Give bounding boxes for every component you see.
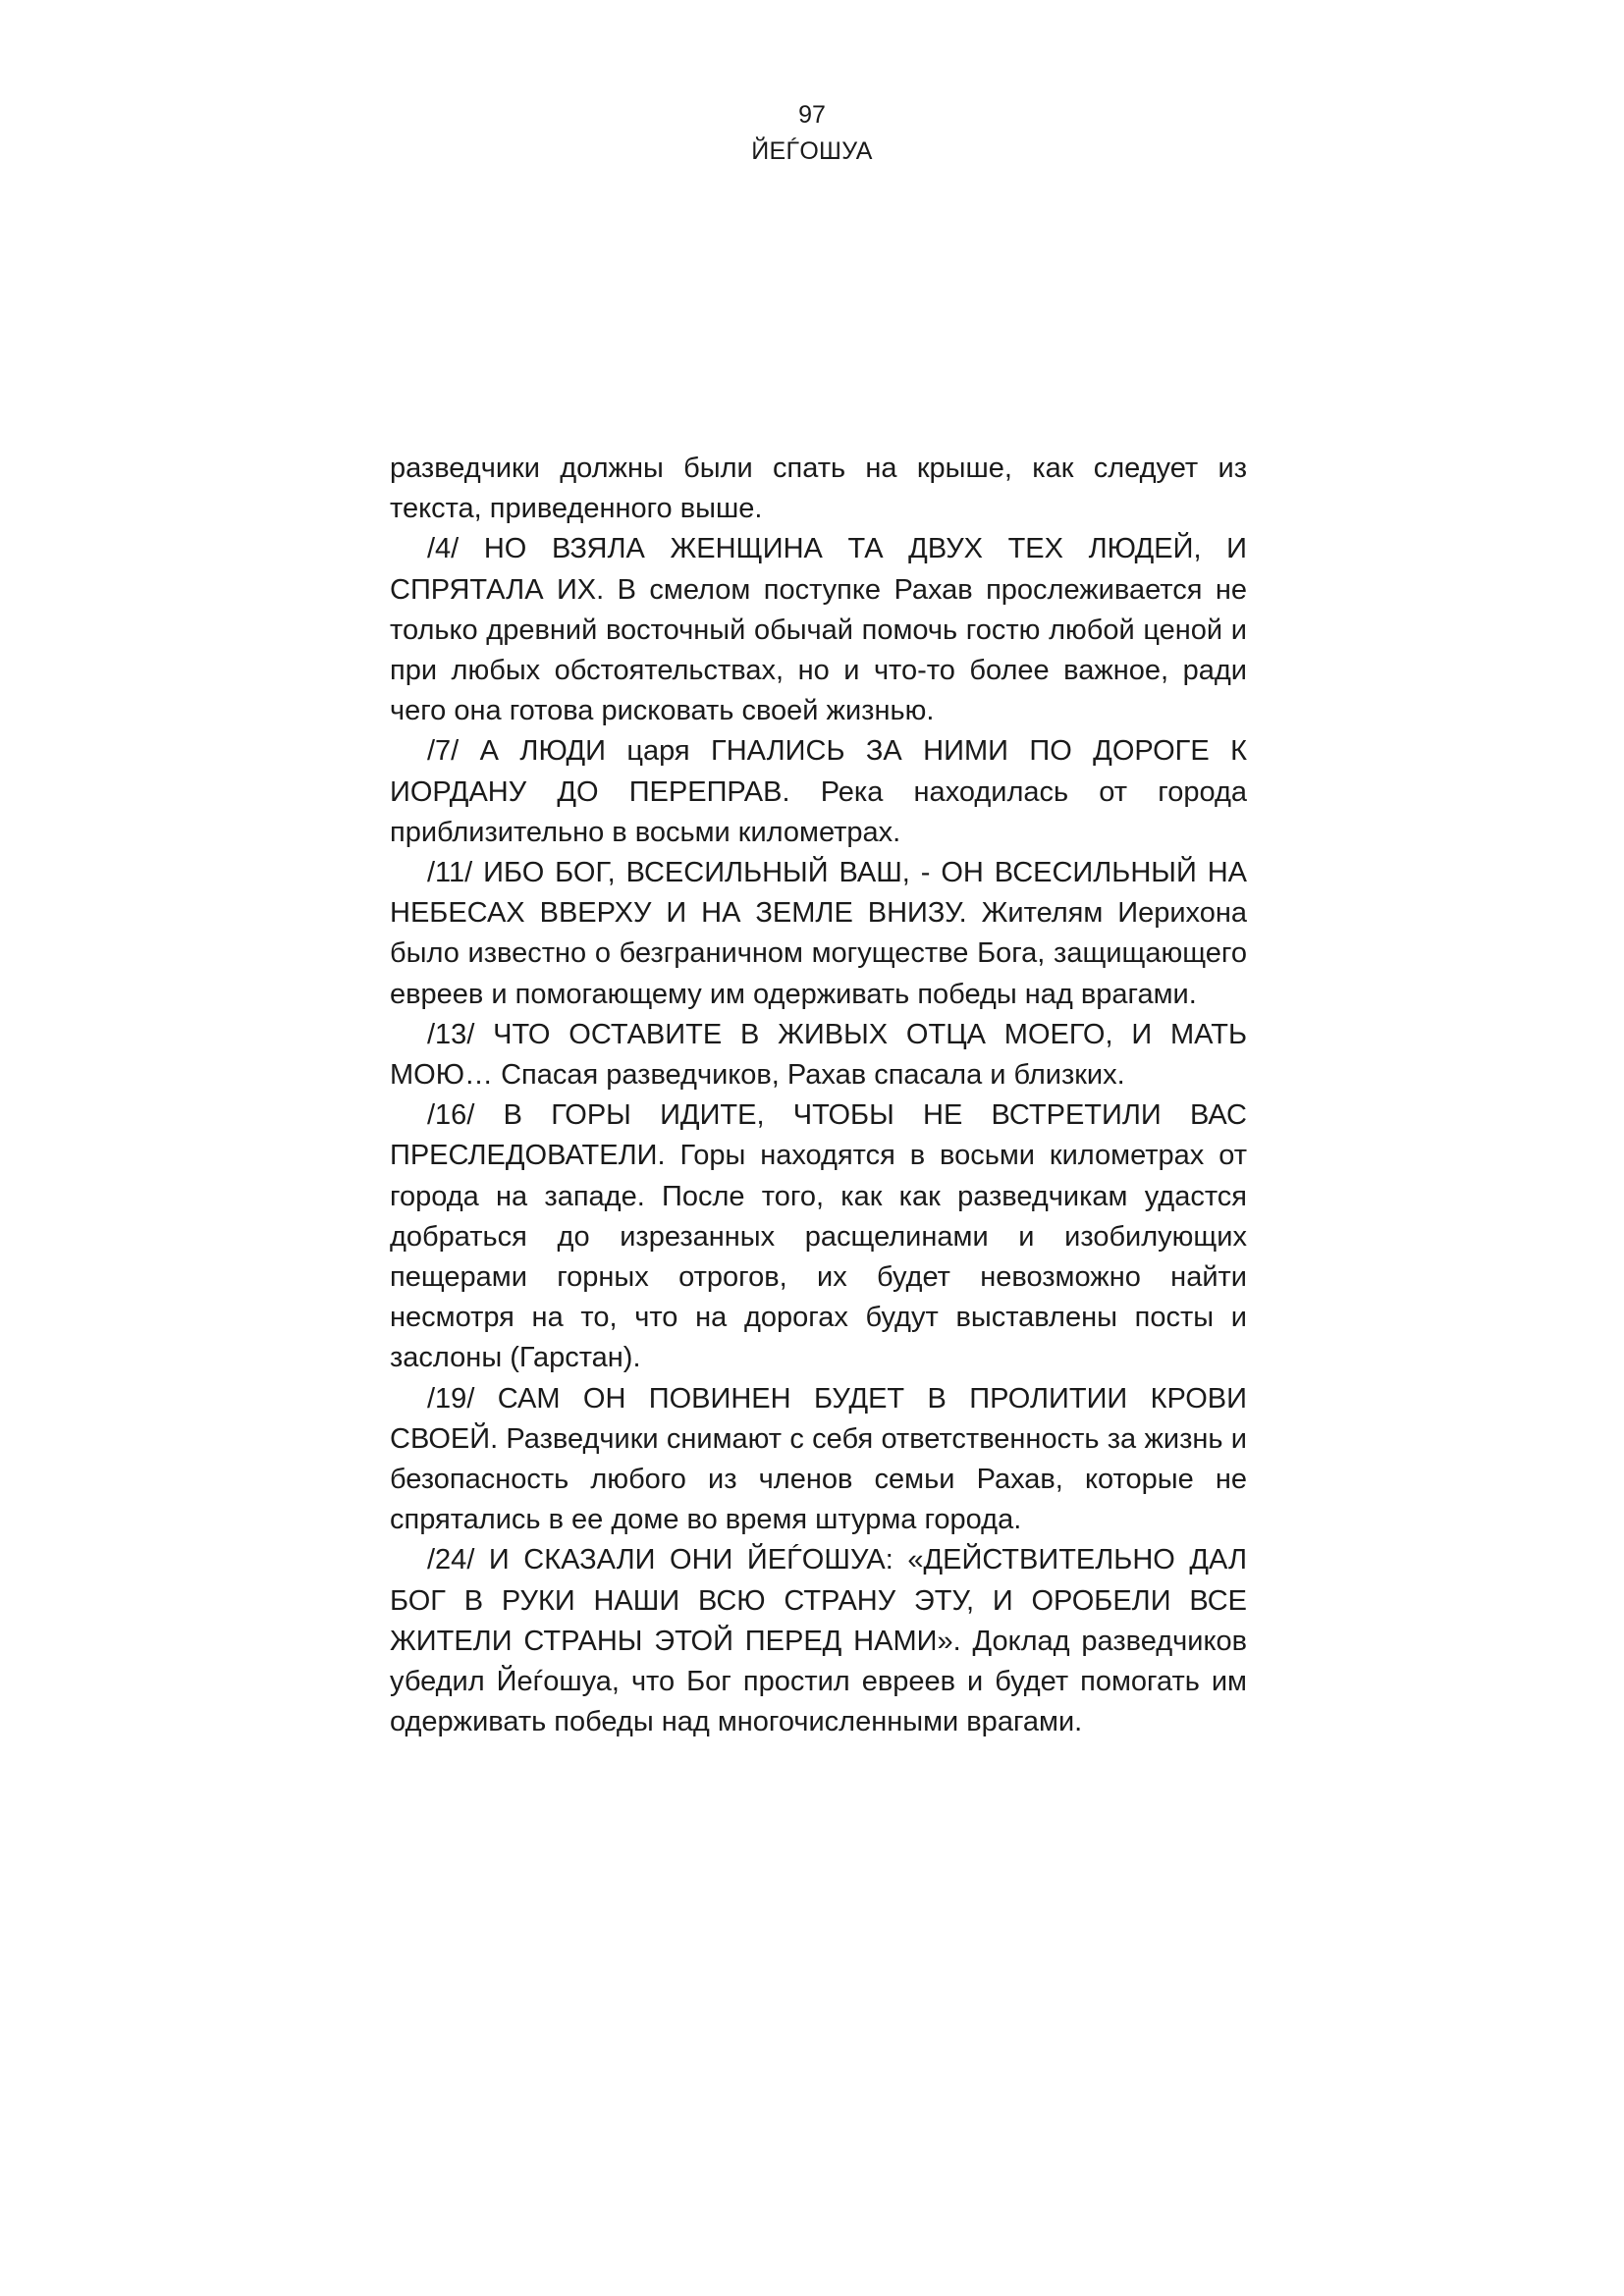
page-number: 97 — [798, 101, 826, 129]
paragraph-verse-11: /11/ ИБО БОГ, ВСЕСИЛЬНЫЙ ВАШ, - ОН ВСЕСИЛЬНЫЙ НА НЕБЕСАХ ВВЕРХУ И НА ЗЕМЛЕ ВНИЗУ. Жителям Иерихона было известно о безграничном могуществе Бога, защищающего евреев и помогающему им одерживать победы над врагами. — [390, 857, 1247, 1010]
paragraph-verse-19: /19/ САМ ОН ПОВИНЕН БУДЕТ В ПРОЛИТИИ КРОВИ СВОЕЙ. Разведчики снимают с себя ответственность за жизнь и безопасность любого из членов семьи Рахав, которые не спрятались в ее доме во время штурма города. — [390, 1382, 1247, 1536]
paragraph-verse-13: /13/ ЧТО ОСТАВИТЕ В ЖИВЫХ ОТЦА МОЕГО, И МАТЬ МОЮ… Спасая разведчиков, Рахав спасала и близких. — [390, 1018, 1247, 1092]
paragraph-continuation: разведчики должны были спать на крыше, как следует из текста, приведенного выше. — [390, 453, 1247, 525]
paragraph-verse-16: /16/ В ГОРЫ ИДИТЕ, ЧТОБЫ НЕ ВСТРЕТИЛИ ВАС ПРЕСЛЕДОВАТЕЛИ. Горы находятся в восьми километрах от города на западе. После того, как как разведчикам удастся добраться до изрезанных расщелинами и изобилующих пещерами горных отрогов, их будет невозможно найти несмотря на то, что на дорогах будут выставлены посты и заслоны (Гарстан). — [390, 1099, 1247, 1374]
running-title: ЙЕЃОШУА — [751, 137, 873, 165]
body-text — [390, 449, 1247, 1743]
page-header — [0, 98, 1624, 171]
paragraph-verse-7: /7/ А ЛЮДИ царя ГНАЛИСЬ ЗА НИМИ ПО ДОРОГЕ К ИОРДАНУ ДО ПЕРЕПРАВ. Река находилась от города приблизительно в восьми километрах. — [390, 735, 1247, 848]
paragraph-verse-4: /4/ НО ВЗЯЛА ЖЕНЩИНА ТА ДВУХ ТЕХ ЛЮДЕЙ, И СПРЯТАЛА ИХ. В смелом поступке Рахав прослеживается не только древний восточный обычай помочь гостю любой ценой и при любых обстоятельствах, но и что-то более важное, ради чего она готова рисковать своей жизнью. — [390, 533, 1247, 727]
paragraph-verse-24: /24/ И СКАЗАЛИ ОНИ ЙЕЃОШУА: «ДЕЙСТВИТЕЛЬНО ДАЛ БОГ В РУКИ НАШИ ВСЮ СТРАНУ ЭТУ, И ОРОБЕЛИ ВСЕ ЖИТЕЛИ СТРАНЫ ЭТОЙ ПЕРЕД НАМИ». Доклад разведчиков убедил Йеѓошуа, что Бог простил евреев и будет помогать им одерживать победы над многочисленными врагами. — [390, 1544, 1247, 1738]
